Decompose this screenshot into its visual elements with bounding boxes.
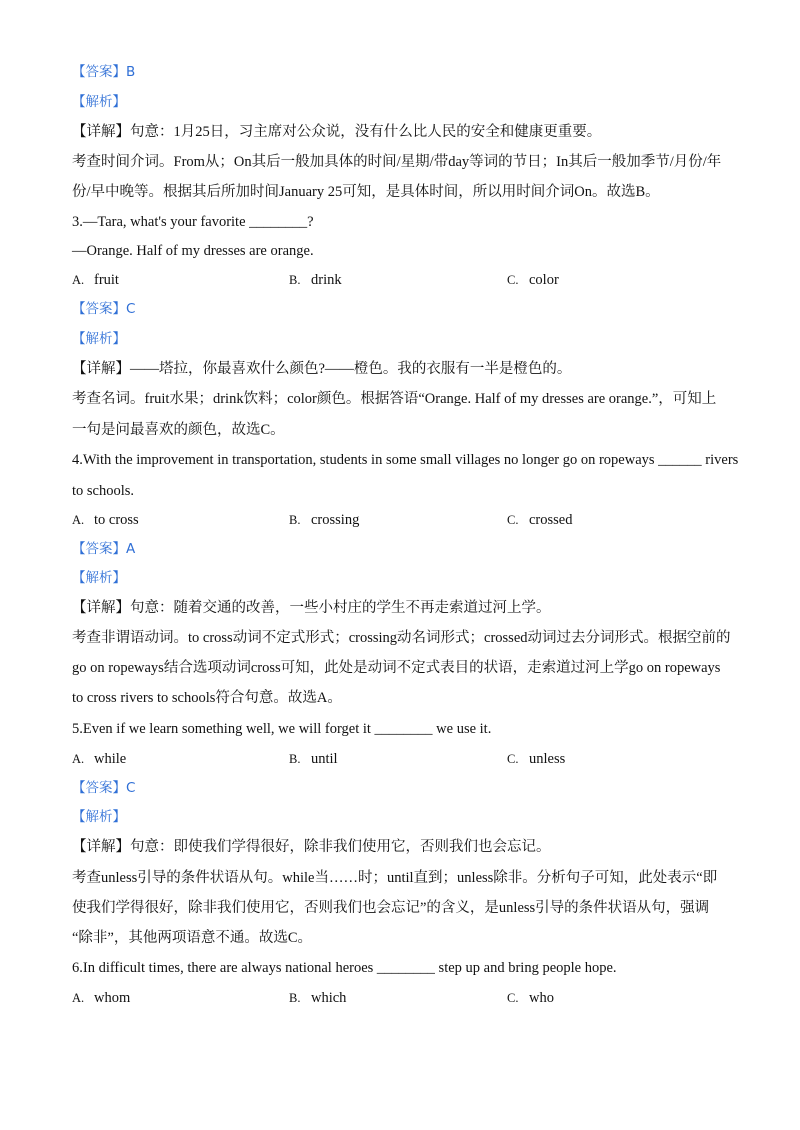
option-text: fruit (94, 272, 119, 288)
text-line: 【详解】句意：随着交通的改善，一些小村庄的学生不再走索道过河上学。 (72, 600, 551, 616)
option-text: unless (529, 751, 566, 767)
option-letter: C. (507, 752, 519, 766)
option-letter: C. (507, 513, 519, 527)
text-line: 【详解】句意：即使我们学得很好，除非我们使用它，否则我们也会忘记。 (72, 839, 551, 855)
text-line: 3.—Tara, what's your favorite ________? (72, 214, 314, 230)
option-text: color (529, 272, 559, 288)
option-text: drink (311, 272, 342, 288)
answer-line: 【答案】A (72, 541, 136, 557)
text-line: 【详解】——塔拉，你最喜欢什么颜色?——橙色。我的衣服有一半是橙色的。 (72, 361, 572, 377)
option-q4-c (507, 510, 573, 530)
option-letter: A. (72, 273, 85, 287)
text-line: 考查时间介词。From从；On其后一般加具体的时间/星期/带day等词的节日；In其后一般加季节/月份/年 (72, 154, 722, 170)
option-q4-b (289, 510, 359, 530)
option-q4-a (72, 510, 139, 530)
analysis-heading: 【解析】 (72, 809, 126, 825)
text-line: 4.With the improvement in transportation, students in some small villages no longer go on ropeways ______ rivers (72, 452, 739, 468)
option-letter: B. (289, 513, 301, 527)
option-letter: C. (507, 273, 519, 287)
option-text: who (529, 990, 554, 1006)
text-line: —Orange. Half of my dresses are orange. (72, 243, 314, 259)
option-letter: B. (289, 273, 301, 287)
option-q6-a (72, 988, 130, 1008)
option-q5-b (289, 749, 338, 769)
answer-line: 【答案】B (72, 64, 136, 80)
analysis-heading: 【解析】 (72, 331, 126, 347)
text-line: 使我们学得很好，除非我们使用它，否则我们也会忘记”的含义，是unless引导的条件状语从句，强调 (72, 900, 710, 916)
text-line: to schools. (72, 483, 135, 499)
option-q3-a (72, 270, 119, 290)
text-line: to cross rivers to schools符合句意。故选A。 (72, 690, 342, 706)
option-q5-a (72, 749, 126, 769)
answer-line: 【答案】C (72, 301, 136, 317)
analysis-heading: 【解析】 (72, 570, 126, 586)
analysis-heading: 【解析】 (72, 94, 126, 110)
text-line: “除非”，其他两项语意不通。故选C。 (72, 930, 313, 946)
option-text: which (311, 990, 347, 1006)
option-text: crossing (311, 512, 360, 528)
text-line: 份/早中晚等。根据其后所加时间January 25可知，是具体时间，所以用时间介词On。故选B。 (72, 184, 660, 200)
option-letter: B. (289, 991, 301, 1005)
option-text: until (311, 751, 338, 767)
option-q3-c (507, 270, 559, 290)
option-letter: A. (72, 991, 85, 1005)
option-letter: B. (289, 752, 301, 766)
option-text: crossed (529, 512, 573, 528)
text-line: 考查非谓语动词。to cross动词不定式形式；crossing动名词形式；crossed动词过去分词形式。根据空前的 (72, 630, 731, 646)
option-letter: C. (507, 991, 519, 1005)
option-letter: A. (72, 513, 85, 527)
text-line: 5.Even if we learn something well, we will forget it ________ we use it. (72, 721, 492, 737)
option-q6-b (289, 988, 346, 1008)
text-line: go on ropeways结合选项动词cross可知，此处是动词不定式表目的状语，走索道过河上学go on ropeways (72, 660, 721, 676)
text-line: 考查unless引导的条件状语从句。while当……时；until直到；unless除非。分析句子可知，此处表示“即 (72, 870, 718, 886)
option-q5-c (507, 749, 565, 769)
text-line: 考查名词。fruit水果；drink饮料；color颜色。根据答语“Orange. Half of my dresses are orange.”，可知上 (72, 391, 717, 407)
option-text: whom (94, 990, 131, 1006)
option-q6-c (507, 988, 554, 1008)
text-line: 一句是问最喜欢的颜色，故选C。 (72, 422, 285, 438)
text-line: 6.In difficult times, there are always national heroes ________ step up and bring people hope. (72, 960, 617, 976)
option-text: to cross (94, 512, 139, 528)
option-text: while (94, 751, 127, 767)
option-q3-b (289, 270, 342, 290)
option-letter: A. (72, 752, 85, 766)
text-line: 【详解】句意：1月25日，习主席对公众说，没有什么比人民的安全和健康更重要。 (72, 124, 602, 140)
answer-line: 【答案】C (72, 780, 136, 796)
